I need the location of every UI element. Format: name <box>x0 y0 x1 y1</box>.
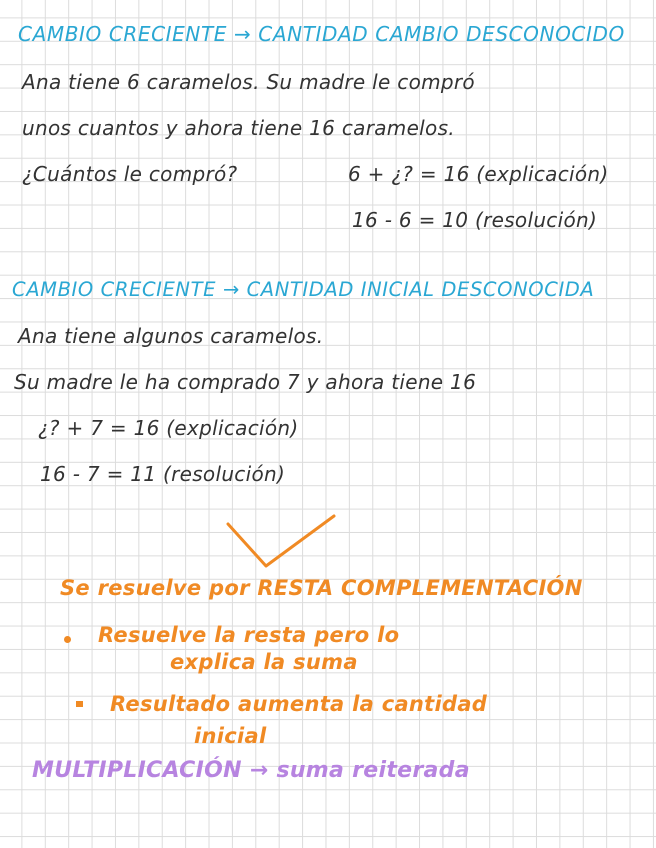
section1-line-3: ¿Cuántos le compró? <box>22 162 238 186</box>
section1-equation-explanation: 6 + ¿? = 16 (explicación) <box>348 162 609 186</box>
section1-heading: CAMBIO CRECIENTE → CANTIDAD CAMBIO DESCONOCIDO <box>18 22 625 46</box>
bullet-dash-icon <box>76 701 83 707</box>
section1-equation-resolution: 16 - 6 = 10 (resolución) <box>352 208 598 232</box>
section2-line-1: Ana tiene algunos caramelos. <box>18 324 324 348</box>
bullet2-line2: inicial <box>194 724 267 748</box>
section2-heading: CAMBIO CRECIENTE → CANTIDAD INICIAL DESCONOCIDA <box>12 278 595 301</box>
bullet2-line1: Resultado aumenta la cantidad <box>110 692 488 716</box>
bullet1-line1: Resuelve la resta pero lo <box>98 623 400 647</box>
conclusion-text: Se resuelve por RESTA COMPLEMENTACIÓN <box>60 576 583 600</box>
bullet1-line2: explica la suma <box>170 650 358 674</box>
bullet-dot-icon <box>64 636 71 643</box>
section1-line-1: Ana tiene 6 caramelos. Su madre le compró <box>22 70 475 94</box>
section1-line-2: unos cuantos y ahora tiene 16 caramelos. <box>22 116 455 140</box>
multiplication-note: MULTIPLICACIÓN → suma reiterada <box>32 758 470 783</box>
section2-line-2: Su madre le ha comprado 7 y ahora tiene 16 <box>14 370 477 394</box>
section2-equation-resolution: 16 - 7 = 11 (resolución) <box>40 462 286 486</box>
section2-equation-explanation: ¿? + 7 = 16 (explicación) <box>38 416 299 440</box>
